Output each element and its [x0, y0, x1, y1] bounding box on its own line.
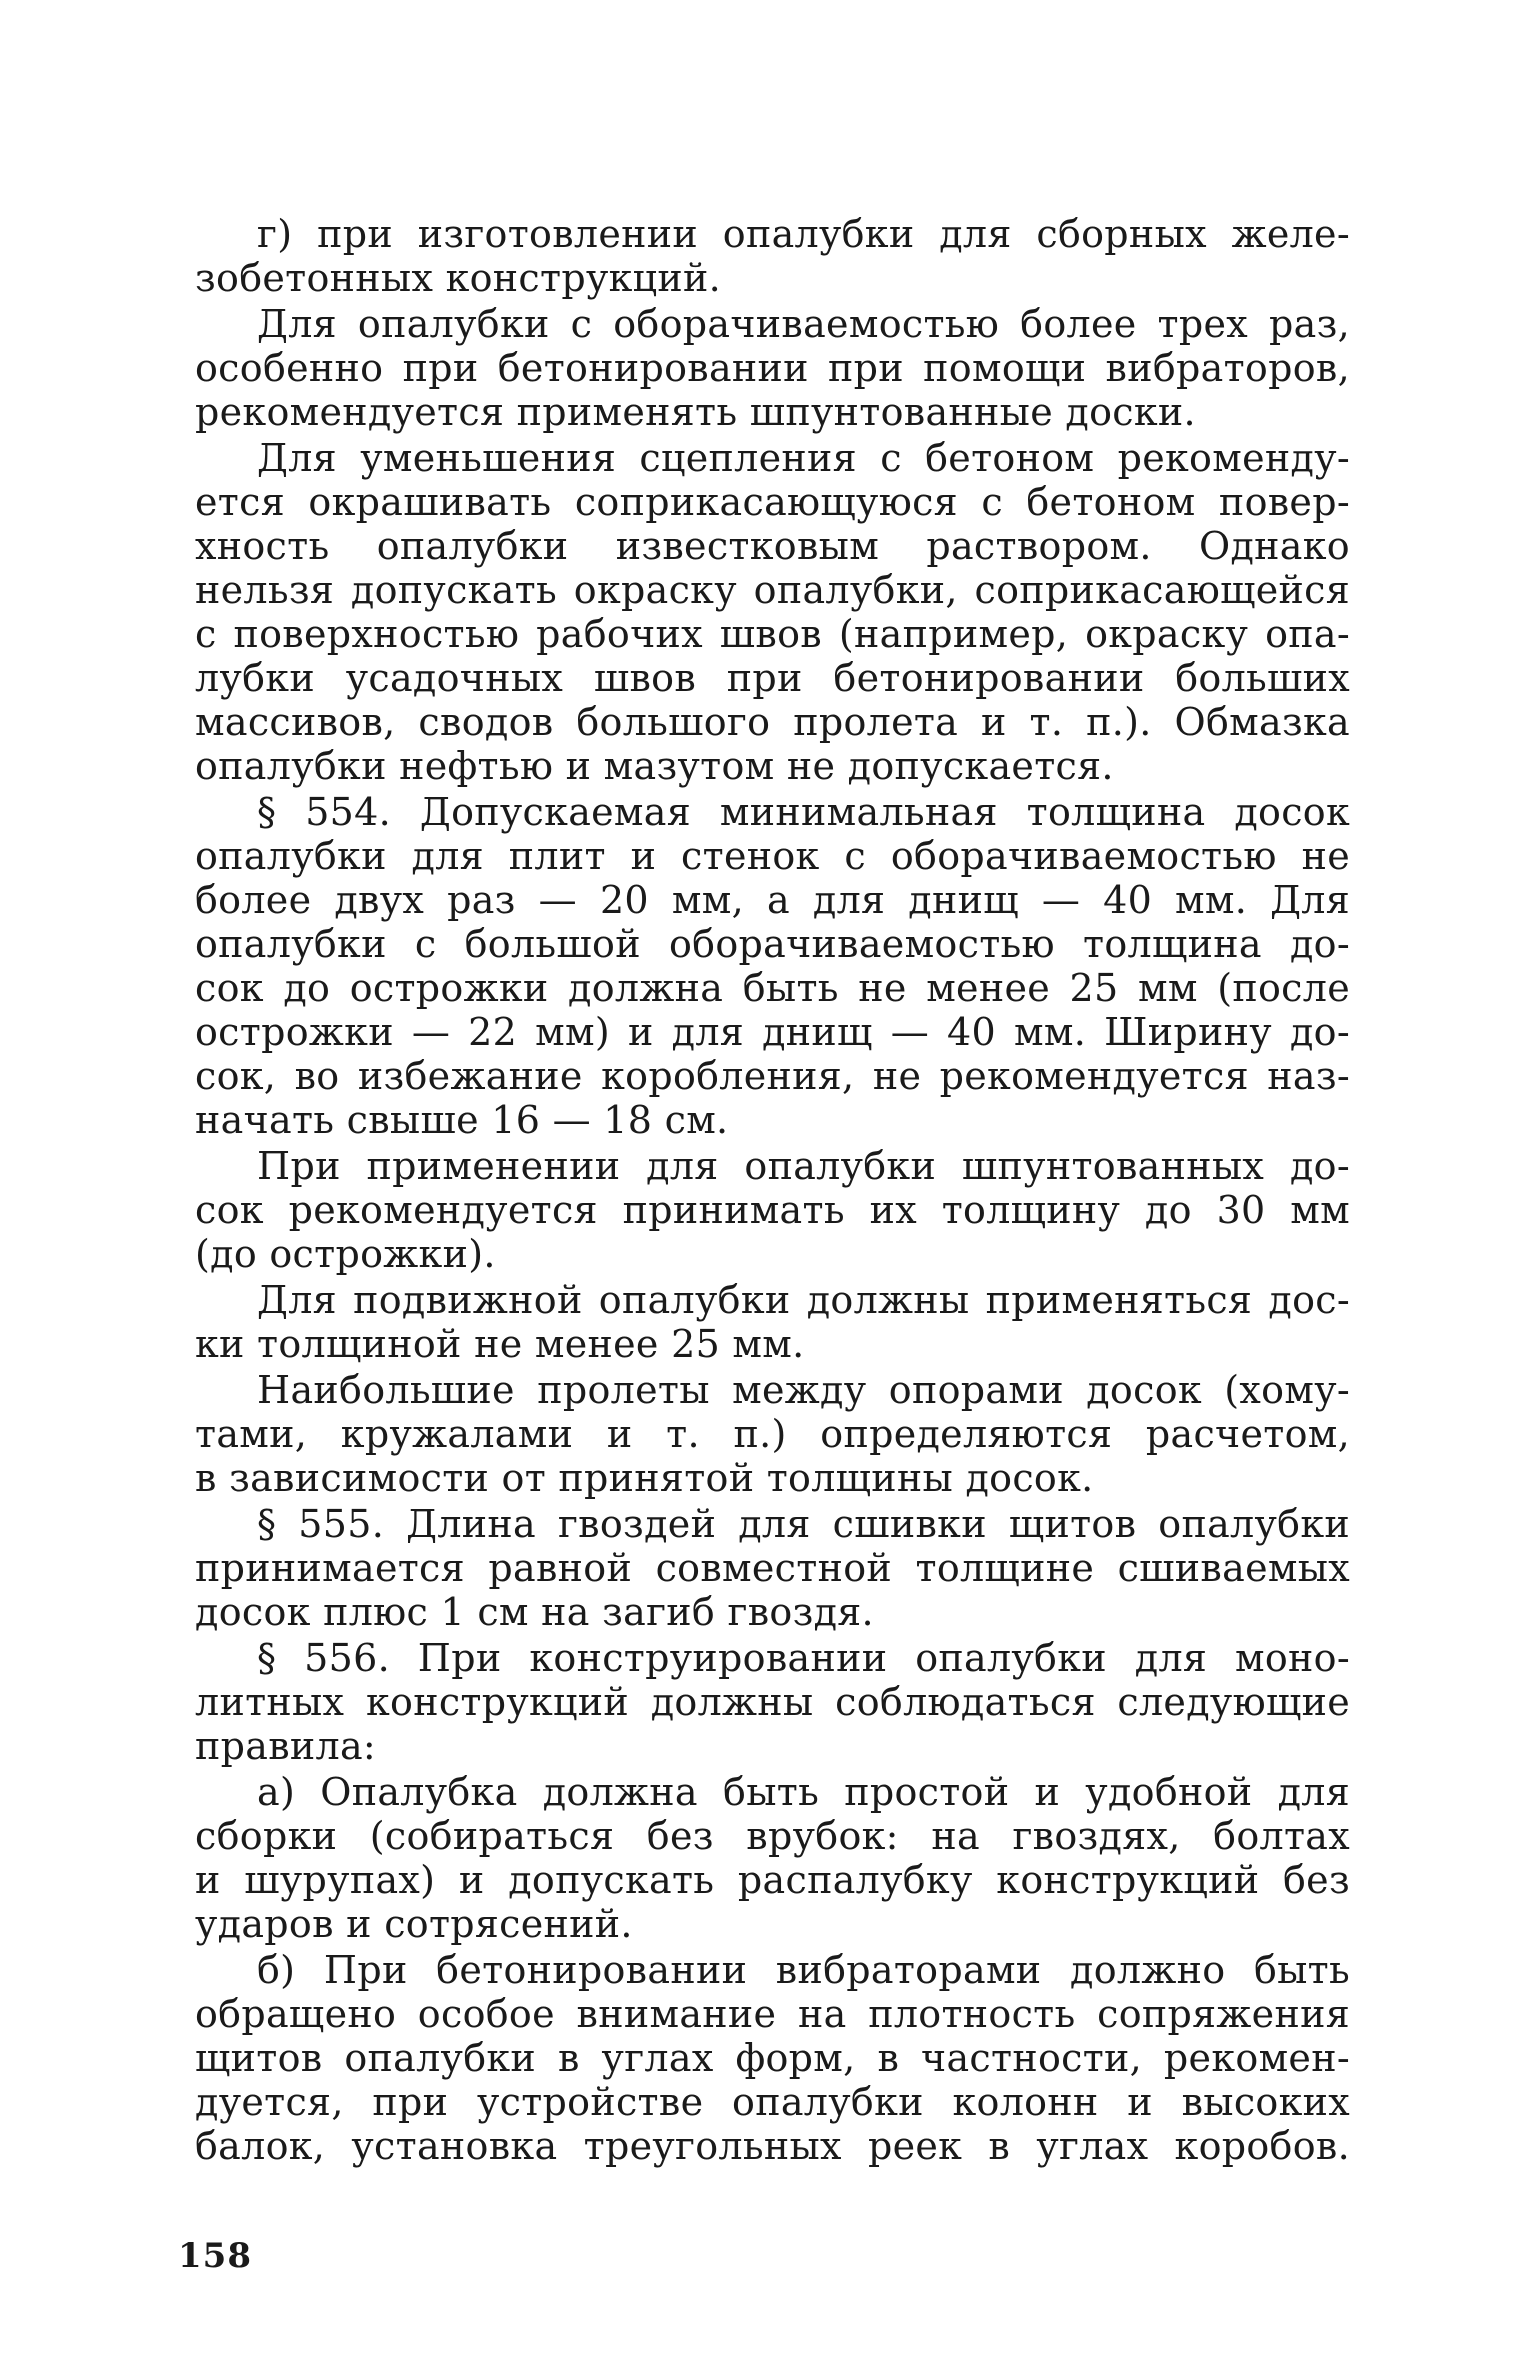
- text-line: § 555. Длина гвоздей для сшивки щитов опалубки: [257, 1502, 1350, 1546]
- text-line: сок рекомендуется принимать их толщину до 30 мм: [195, 1188, 1350, 1232]
- text-line: § 554. Допускаемая минимальная толщина досок: [257, 790, 1350, 834]
- text-line: начать свыше 16 — 18 см.: [195, 1098, 729, 1142]
- text-line: правила:: [195, 1724, 377, 1768]
- text-line: с поверхностью рабочих швов (например, окраску опа-: [195, 612, 1350, 656]
- text-line: щитов опалубки в углах форм, в частности, рекомен-: [195, 2036, 1350, 2080]
- text-line: а) Опалубка должна быть простой и удобной для: [257, 1770, 1350, 1814]
- text-line: рекомендуется применять шпунтованные доски.: [195, 390, 1196, 434]
- text-line: более двух раз — 20 мм, а для днищ — 40 мм. Для: [195, 878, 1350, 922]
- text-line: Для опалубки с оборачиваемостью более трех раз,: [257, 302, 1350, 346]
- text-line: зобетонных конструкций.: [195, 256, 722, 300]
- text-line: ки толщиной не менее 25 мм.: [195, 1322, 805, 1366]
- text-line: опалубки нефтью и мазутом не допускается.: [195, 744, 1114, 788]
- text-line: б) При бетонировании вибраторами должно быть: [257, 1948, 1350, 1992]
- text-line: обращено особое внимание на плотность сопряжения: [195, 1992, 1350, 2036]
- text-line: сборки (собираться без врубок: на гвоздях, болтах: [195, 1814, 1350, 1858]
- text-line: массивов, сводов большого пролета и т. п.). Обмазка: [195, 700, 1350, 744]
- text-line: опалубки с большой оборачиваемостью толщина до-: [195, 922, 1350, 966]
- page-number: 158: [178, 2236, 252, 2276]
- text-line: дуется, при устройстве опалубки колонн и высоких: [195, 2080, 1350, 2124]
- text-line: ется окрашивать соприкасающуюся с бетоном повер-: [195, 480, 1350, 524]
- text-line: особенно при бетонировании при помощи вибраторов,: [195, 346, 1350, 390]
- text-line: Наибольшие пролеты между опорами досок (хому-: [257, 1368, 1350, 1412]
- text-line: сок, во избежание коробления, не рекомендуется наз-: [195, 1054, 1350, 1098]
- text-line: Для уменьшения сцепления с бетоном рекоменду-: [257, 436, 1350, 480]
- text-line: нельзя допускать окраску опалубки, соприкасающейся: [195, 568, 1350, 612]
- text-line: ударов и сотрясений.: [195, 1902, 633, 1946]
- text-line: тами, кружалами и т. п.) определяются расчетом,: [195, 1412, 1350, 1456]
- text-line: опалубки для плит и стенок с оборачиваемостью не: [195, 834, 1350, 878]
- text-line: г) при изготовлении опалубки для сборных желе-: [257, 212, 1350, 256]
- text-line: хность опалубки известковым раствором. Однако: [195, 524, 1350, 568]
- text-line: и шурупах) и допускать распалубку конструкций без: [195, 1858, 1350, 1902]
- text-line: При применении для опалубки шпунтованных до-: [257, 1144, 1350, 1188]
- text-line: в зависимости от принятой толщины досок.: [195, 1456, 1094, 1500]
- text-line: балок, установка треугольных реек в углах коробов.: [195, 2124, 1350, 2168]
- text-line: Для подвижной опалубки должны применяться дос-: [257, 1278, 1350, 1322]
- text-line: § 556. При конструировании опалубки для моно-: [257, 1636, 1350, 1680]
- text-line: лубки усадочных швов при бетонировании больших: [195, 656, 1350, 700]
- text-line: принимается равной совместной толщине сшиваемых: [195, 1546, 1350, 1590]
- text-line: досок плюс 1 см на загиб гвоздя.: [195, 1590, 874, 1634]
- text-line: (до острожки).: [195, 1232, 496, 1276]
- text-line: острожки — 22 мм) и для днищ — 40 мм. Ширину до-: [195, 1010, 1350, 1054]
- text-line: литных конструкций должны соблюдаться следующие: [195, 1680, 1350, 1724]
- text-line: сок до острожки должна быть не менее 25 мм (после: [195, 966, 1350, 1010]
